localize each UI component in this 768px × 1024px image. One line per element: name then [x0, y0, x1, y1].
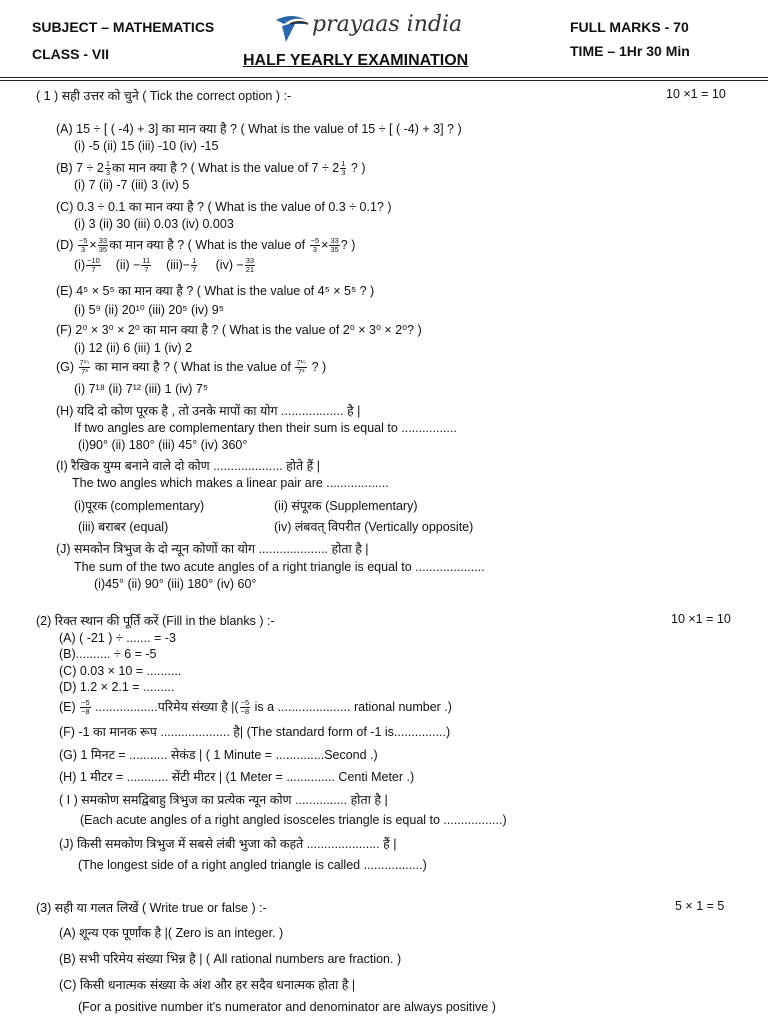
q1-D-text-2: का मान क्या है ? ( What is the value of — [109, 238, 306, 252]
q1-D-options — [74, 257, 256, 274]
q2-E — [59, 698, 452, 716]
q1-marks: 10 ×1 = 10 — [666, 87, 726, 101]
q1-C-question: (C) 0.3 ÷ 0.1 का मान क्या है ? ( What is the value of 0.3 ÷ 0.1? ) — [56, 200, 392, 214]
q1-D-frac-1: $\frac{-5}{3}$ — [78, 236, 88, 255]
q1-I-english: The two angles which makes a linear pair are .................. — [72, 476, 389, 490]
q2-F: (F) -1 का मानक रूप .................... है| (The standard form of -1 is...............) — [59, 725, 451, 739]
q2-I-english: (Each acute angles of a right angled isosceles triangle is equal to .................) — [80, 813, 507, 827]
q1-J-options: (i)45° (ii) 90° (iii) 180° (iv) 60° — [94, 577, 257, 591]
q1-D-opt-ii-frac: $\frac{11}{7}$ — [142, 256, 151, 274]
q1-I-option-1: (i)पूरक (complementary) — [74, 499, 205, 513]
q1-D-opt-i-frac: $\frac{-10}{7}$ — [87, 256, 100, 274]
q2-E-text-2: ..................परिमेय संख्या है |( — [91, 700, 239, 714]
q2-B: (B).......... ÷ 6 = -5 — [59, 647, 157, 661]
logo-text: prayaas india — [312, 12, 463, 37]
q1-B-text-2: का मान क्या है ? ( What is the value of 7 ÷ 2 — [112, 161, 340, 175]
q2-marks: 10 ×1 = 10 — [671, 612, 731, 626]
q1-B-options: (i) 7 (ii) -7 (iii) 3 (iv) 5 — [74, 178, 190, 192]
q1-B-frac-1: $\frac{1}{3}$ — [105, 159, 111, 178]
header-rule-top — [0, 77, 768, 78]
q1-G-text-2: का मान क्या है ? ( What is the value of — [94, 360, 291, 374]
q1-D-frac-4: $\frac{33}{35}$ — [330, 236, 339, 255]
q1-B-text-3: ? ) — [347, 161, 366, 175]
q3-C-english: (For a positive number it's numerator and denominator are always positive ) — [78, 1000, 496, 1014]
q1-B-question — [56, 159, 365, 177]
q2-A: (A) ( -21 ) ÷ ....... = -3 — [59, 631, 176, 645]
q1-H-question: (H) यदि दो कोण पूरक है , तो उनके मापों का योग .................. है | — [56, 404, 361, 418]
q1-D-opt-iv-frac: $\frac{33}{21}$ — [245, 256, 255, 274]
header-rule-bottom — [0, 80, 768, 81]
q1-G-frac-1: $\frac{\text{7¹⁵}}{\text{7³}}$ — [79, 358, 90, 377]
q2-C: (C) 0.03 × 10 = .......... — [59, 664, 182, 678]
q1-I-option-4: (iv) लंबवत् विपरीत (Vertically opposite) — [274, 520, 474, 534]
q2-J: (J) किसी समकोण त्रिभुज में सबसे लंबी भुजा को कहते ..................... हैं | — [59, 837, 397, 851]
q1-I-question: (I) रैखिक युग्म बनाने वाले दो कोण .................... होते हैं | — [56, 459, 320, 473]
q1-H-english: If two angles are complementary then their sum is equal to ................ — [74, 421, 457, 435]
q2-E-frac-1: $\frac{-5}{-8}$ — [81, 698, 90, 717]
q1-I-option-3: (iii) बराबर (equal) — [78, 520, 169, 534]
q2-D: (D) 1.2 × 2.1 = ......... — [59, 680, 175, 694]
q2-J-english: (The longest side of a right angled triangle is called .................) — [78, 858, 427, 872]
q2-E-text-3: is a ..................... rational number .) — [251, 700, 452, 714]
q2-H: (H) 1 मीटर = ............ सेंटी मीटर | (1 Meter = .............. Centi Meter .) — [59, 770, 415, 784]
q1-J-english: The sum of the two acute angles of a right triangle is equal to .................... — [74, 560, 485, 574]
q1-E-question: (E) 4⁵ × 5⁵ का मान क्या है ? ( What is the value of 4⁵ × 5⁵ ? ) — [56, 284, 375, 298]
q3-marks: 5 × 1 = 5 — [675, 899, 725, 913]
q3-C: (C) किसी धनात्मक संख्या के अंश और हर सदैव धनात्मक होता है | — [59, 978, 356, 992]
q1-D-opt-ii: (ii) − — [115, 257, 141, 272]
q2-heading: (2) रिक्त स्थान की पूर्ति करें (Fill in the blanks ) :- — [36, 614, 275, 628]
q1-F-options: (i) 12 (ii) 6 (iii) 1 (iv) 2 — [74, 341, 193, 355]
q1-G-frac-2: $\frac{\text{7¹⁵}}{\text{7³}}$ — [296, 358, 307, 377]
q1-C-options: (i) 3 (ii) 30 (iii) 0.03 (iv) 0.003 — [74, 217, 234, 231]
q1-D-frac-3: $\frac{-5}{3}$ — [310, 236, 320, 255]
full-marks: FULL MARKS - 70 — [570, 19, 689, 35]
q1-B-text-1: (B) 7 ÷ 2 — [56, 161, 104, 175]
q1-D-opt-iii: (iii)− — [166, 257, 191, 272]
q1-F-question: (F) 2⁰ × 3⁰ × 2⁰ का मान क्या है ? ( What is the value of 2⁰ × 3⁰ × 2⁰? ) — [56, 323, 422, 337]
q2-G: (G) 1 मिनट = ........... सेकंड | ( 1 Minute = ..............Second .) — [59, 748, 378, 762]
q1-D-opt-i: (i) — [74, 257, 86, 272]
q1-D-frac-2: $\frac{33}{35}$ — [98, 236, 108, 255]
q3-B: (B) सभी परिमेय संख्या भिन्न है | ( All rational numbers are fraction. ) — [59, 952, 402, 966]
q1-G-text-3: ? ) — [311, 360, 327, 374]
logo-swoosh-icon — [272, 10, 312, 44]
q2-E-frac-2: $\frac{-5}{-8}$ — [240, 698, 250, 717]
q1-D-opt-iii-frac: $\frac{1}{7}$ — [192, 256, 197, 274]
q1-heading: ( 1 ) सही उत्तर को चुने ( Tick the correct option ) :- — [36, 89, 292, 103]
q1-D-text-1: (D) — [56, 238, 74, 252]
q1-A-question: (A) 15 ÷ [ ( -4) + 3] का मान क्या है ? ( What is the value of 15 ÷ [ ( -4) + 3] ? ) — [56, 122, 462, 136]
q1-I-option-2: (ii) संपूरक (Supplementary) — [274, 499, 418, 513]
exam-time: TIME – 1Hr 30 Min — [570, 43, 690, 59]
q1-G-text-1: (G) — [56, 360, 75, 374]
q1-B-frac-2: $\frac{1}{3}$ — [341, 159, 346, 178]
class-label: CLASS - VII — [32, 46, 110, 62]
q2-I: ( I ) समकोण समद्विबाहु त्रिभुज का प्रत्येक न्यून कोण ............... होता है | — [59, 793, 388, 807]
q1-D-question: (D) $\frac{-5}{3}$ × $\frac{33}{35}$ का मान क्या है ? ( What is the value of $\frac{-5}{3}$ × $\frac{33}{35}$ ? ) — [56, 236, 356, 255]
q1-D-text-3: ? ) — [340, 238, 356, 252]
q1-D-opt-iv: (iv) − — [215, 257, 244, 272]
q2-E-text-1: (E) — [59, 700, 76, 714]
q1-J-question: (J) समकोन त्रिभुज के दो न्यून कोणों का योग .................... होता है | — [56, 542, 369, 556]
q3-heading: (3) सही या गलत लिखें ( Write true or false ) :- — [36, 901, 267, 915]
q1-G-options: (i) 7¹⁸ (ii) 7¹² (iii) 1 (iv) 7⁵ — [74, 382, 209, 396]
q3-A: (A) शून्य एक पूर्णांक है |( Zero is an integer. ) — [59, 926, 284, 940]
q1-G-question — [56, 358, 326, 376]
q1-H-options: (i)90° (ii) 180° (iii) 45° (iv) 360° — [78, 438, 248, 452]
exam-title: HALF YEARLY EXAMINATION — [243, 52, 469, 69]
q1-E-options: (i) 5⁹ (ii) 20¹⁰ (iii) 20⁵ (iv) 9⁵ — [74, 303, 224, 317]
q1-A-options: (i) -5 (ii) 15 (iii) -10 (iv) -15 — [74, 139, 219, 153]
subject-label: SUBJECT – MATHEMATICS — [32, 19, 215, 35]
